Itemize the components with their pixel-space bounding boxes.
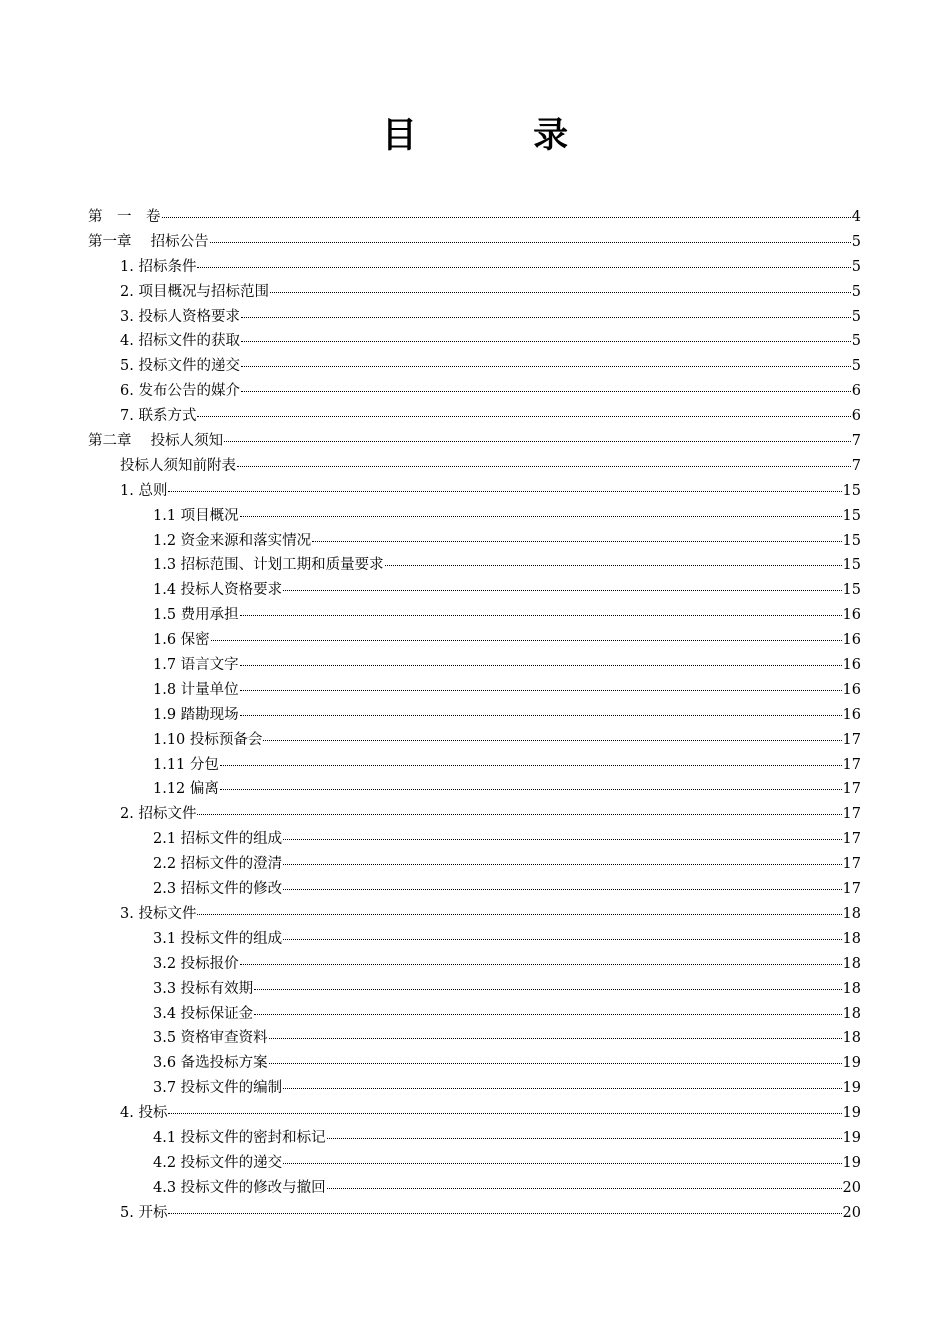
toc-entry[interactable] bbox=[0, 802, 950, 827]
toc-entry-label: 3.1 投标文件的组成 bbox=[153, 930, 283, 947]
toc-entry-page: 17 bbox=[842, 831, 861, 848]
dot-leader bbox=[283, 863, 841, 865]
dot-leader bbox=[240, 664, 842, 666]
toc-entry[interactable] bbox=[0, 454, 950, 479]
dot-leader bbox=[283, 1087, 841, 1089]
toc-entry-page: 17 bbox=[842, 881, 861, 898]
toc-entry-label: 1. 总则 bbox=[120, 482, 168, 499]
toc-entry-page: 7 bbox=[851, 433, 861, 450]
toc-entry-label: 3.3 投标有效期 bbox=[153, 980, 254, 997]
toc-entry[interactable] bbox=[0, 1151, 950, 1176]
dot-leader bbox=[220, 788, 842, 790]
dot-leader bbox=[168, 1112, 841, 1114]
dot-leader bbox=[241, 340, 851, 342]
dot-leader bbox=[283, 838, 841, 840]
toc-entry-page: 19 bbox=[842, 1080, 861, 1097]
toc-entry-page: 17 bbox=[842, 756, 861, 773]
toc-entry-page: 20 bbox=[842, 1179, 861, 1196]
table-of-contents bbox=[0, 205, 950, 1226]
toc-entry[interactable] bbox=[0, 329, 950, 354]
dot-leader bbox=[263, 739, 841, 741]
toc-entry[interactable] bbox=[0, 280, 950, 305]
toc-entry[interactable] bbox=[0, 354, 950, 379]
toc-entry-page: 17 bbox=[842, 806, 861, 823]
toc-entry[interactable] bbox=[0, 479, 950, 504]
toc-entry-page: 15 bbox=[842, 532, 861, 549]
toc-entry-label: 1.10 投标预备会 bbox=[153, 731, 263, 748]
toc-entry[interactable] bbox=[0, 379, 950, 404]
toc-entry-page: 5 bbox=[851, 308, 861, 325]
toc-entry-page: 19 bbox=[842, 1154, 861, 1171]
toc-entry-label: 5. 开标 bbox=[120, 1204, 168, 1221]
dot-leader bbox=[211, 639, 842, 641]
toc-entry[interactable] bbox=[0, 1126, 950, 1151]
dot-leader bbox=[283, 589, 841, 591]
toc-entry-label: 2.3 招标文件的修改 bbox=[153, 881, 283, 898]
toc-entry-label: 4. 投标 bbox=[120, 1105, 168, 1122]
toc-entry-label: 第一章 招标公告 bbox=[88, 233, 209, 250]
toc-entry[interactable] bbox=[0, 230, 950, 255]
toc-entry-label: 1.8 计量单位 bbox=[153, 681, 239, 698]
dot-leader bbox=[269, 1037, 842, 1039]
dot-leader bbox=[197, 813, 841, 815]
dot-leader bbox=[270, 291, 851, 293]
toc-entry-label: 3.7 投标文件的编制 bbox=[153, 1080, 283, 1097]
toc-entry-label: 3.5 资格审查资料 bbox=[153, 1030, 268, 1047]
toc-entry-label: 1.2 资金来源和落实情况 bbox=[153, 532, 312, 549]
toc-entry-page: 15 bbox=[842, 482, 861, 499]
toc-entry-page: 19 bbox=[842, 1055, 861, 1072]
toc-entry[interactable] bbox=[0, 927, 950, 952]
dot-leader bbox=[385, 564, 842, 566]
dot-leader bbox=[241, 365, 851, 367]
toc-entry[interactable] bbox=[0, 529, 950, 554]
toc-entry-page: 16 bbox=[842, 681, 861, 698]
dot-leader bbox=[237, 465, 851, 467]
dot-leader bbox=[197, 913, 841, 915]
toc-entry[interactable] bbox=[0, 977, 950, 1002]
toc-entry-label: 3. 投标文件 bbox=[120, 905, 197, 922]
toc-entry[interactable] bbox=[0, 678, 950, 703]
toc-entry-page: 18 bbox=[842, 980, 861, 997]
toc-entry-page: 6 bbox=[851, 408, 861, 425]
toc-entry-label: 1.11 分包 bbox=[153, 756, 219, 773]
toc-entry-page: 20 bbox=[842, 1204, 861, 1221]
toc-entry-label: 3. 投标人资格要求 bbox=[120, 308, 240, 325]
toc-entry-page: 18 bbox=[842, 905, 861, 922]
dot-leader bbox=[283, 888, 841, 890]
toc-entry-label: 1.6 保密 bbox=[153, 632, 210, 649]
dot-leader bbox=[327, 1137, 842, 1139]
toc-entry-label: 1.1 项目概况 bbox=[153, 507, 239, 524]
toc-entry-label: 1.3 招标范围、计划工期和质量要求 bbox=[153, 557, 384, 574]
toc-entry-page: 16 bbox=[842, 607, 861, 624]
toc-entry[interactable] bbox=[0, 902, 950, 927]
toc-entry-page: 5 bbox=[851, 233, 861, 250]
toc-entry[interactable] bbox=[0, 877, 950, 902]
toc-entry-page: 18 bbox=[842, 955, 861, 972]
dot-leader bbox=[240, 689, 842, 691]
toc-entry[interactable] bbox=[0, 404, 950, 429]
toc-entry[interactable] bbox=[0, 1176, 950, 1201]
dot-leader bbox=[240, 614, 842, 616]
toc-entry-label: 3.2 投标报价 bbox=[153, 955, 239, 972]
dot-leader bbox=[312, 540, 841, 542]
toc-entry-page: 18 bbox=[842, 930, 861, 947]
toc-entry[interactable] bbox=[0, 628, 950, 653]
dot-leader bbox=[240, 515, 842, 517]
dot-leader bbox=[220, 764, 842, 766]
toc-entry[interactable] bbox=[0, 205, 950, 230]
toc-entry-page: 15 bbox=[842, 582, 861, 599]
toc-entry-label: 4.1 投标文件的密封和标记 bbox=[153, 1129, 326, 1146]
dot-leader bbox=[210, 241, 851, 243]
dot-leader bbox=[197, 266, 850, 268]
toc-entry-page: 17 bbox=[842, 856, 861, 873]
toc-entry-page: 18 bbox=[842, 1030, 861, 1047]
toc-entry-label: 6. 发布公告的媒介 bbox=[120, 383, 240, 400]
dot-leader bbox=[224, 440, 851, 442]
toc-entry-label: 4.3 投标文件的修改与撤回 bbox=[153, 1179, 326, 1196]
dot-leader bbox=[254, 1013, 841, 1015]
toc-entry-label: 3.6 备选投标方案 bbox=[153, 1055, 268, 1072]
toc-entry[interactable] bbox=[0, 429, 950, 454]
toc-entry[interactable] bbox=[0, 1002, 950, 1027]
dot-leader bbox=[240, 963, 842, 965]
toc-entry-page: 16 bbox=[842, 657, 861, 674]
toc-entry[interactable] bbox=[0, 1201, 950, 1226]
dot-leader bbox=[162, 216, 851, 218]
toc-entry[interactable] bbox=[0, 504, 950, 529]
dot-leader bbox=[283, 938, 841, 940]
toc-entry-label: 1.9 踏勘现场 bbox=[153, 706, 239, 723]
toc-entry-label: 1. 招标条件 bbox=[120, 258, 197, 275]
toc-entry-page: 15 bbox=[842, 557, 861, 574]
toc-entry-page: 19 bbox=[842, 1129, 861, 1146]
toc-entry-page: 4 bbox=[851, 209, 861, 225]
toc-entry[interactable] bbox=[0, 305, 950, 330]
toc-entry[interactable] bbox=[0, 255, 950, 280]
dot-leader bbox=[283, 1162, 841, 1164]
toc-entry[interactable] bbox=[0, 753, 950, 778]
toc-entry-page: 19 bbox=[842, 1105, 861, 1122]
toc-entry-label: 1.5 费用承担 bbox=[153, 607, 239, 624]
toc-entry[interactable] bbox=[0, 1101, 950, 1126]
toc-entry[interactable] bbox=[0, 1076, 950, 1101]
toc-entry-label: 2.2 招标文件的澄清 bbox=[153, 856, 283, 873]
toc-entry[interactable] bbox=[0, 1026, 950, 1051]
toc-entry-label: 7. 联系方式 bbox=[120, 408, 197, 425]
toc-entry[interactable] bbox=[0, 852, 950, 877]
toc-entry-label: 1.4 投标人资格要求 bbox=[153, 582, 283, 599]
toc-entry-label: 2. 招标文件 bbox=[120, 806, 197, 823]
toc-entry-label: 4.2 投标文件的递交 bbox=[153, 1154, 283, 1171]
page-title: 目 录 bbox=[381, 115, 621, 156]
toc-entry[interactable] bbox=[0, 653, 950, 678]
dot-leader bbox=[254, 988, 841, 990]
toc-entry-page: 5 bbox=[851, 258, 861, 275]
toc-entry[interactable] bbox=[0, 952, 950, 977]
toc-entry-label: 第 一 卷 bbox=[88, 209, 161, 225]
toc-entry[interactable] bbox=[0, 578, 950, 603]
toc-entry-label: 1.12 偏离 bbox=[153, 781, 219, 798]
toc-entry[interactable] bbox=[0, 1051, 950, 1076]
dot-leader bbox=[197, 415, 850, 417]
toc-entry-page: 6 bbox=[851, 383, 861, 400]
dot-leader bbox=[269, 1062, 842, 1064]
dot-leader bbox=[327, 1187, 842, 1189]
toc-entry-label: 1.7 语言文字 bbox=[153, 657, 239, 674]
dot-leader bbox=[168, 1212, 841, 1214]
toc-entry-label: 投标人须知前附表 bbox=[120, 457, 236, 474]
toc-entry-page: 5 bbox=[851, 333, 861, 350]
toc-entry-label: 3.4 投标保证金 bbox=[153, 1005, 254, 1022]
toc-entry[interactable] bbox=[0, 553, 950, 578]
toc-entry-page: 7 bbox=[851, 457, 861, 474]
toc-entry-page: 16 bbox=[842, 632, 861, 649]
toc-entry-label: 2.1 招标文件的组成 bbox=[153, 831, 283, 848]
toc-entry-page: 5 bbox=[851, 358, 861, 375]
toc-entry[interactable] bbox=[0, 603, 950, 628]
toc-entry[interactable] bbox=[0, 703, 950, 728]
toc-entry-page: 5 bbox=[851, 283, 861, 300]
toc-entry-label: 2. 项目概况与招标范围 bbox=[120, 283, 269, 300]
dot-leader bbox=[168, 490, 841, 492]
toc-entry-page: 15 bbox=[842, 507, 861, 524]
toc-entry-label: 4. 招标文件的获取 bbox=[120, 333, 240, 350]
dot-leader bbox=[241, 316, 851, 318]
dot-leader bbox=[241, 390, 851, 392]
toc-entry[interactable] bbox=[0, 827, 950, 852]
toc-entry[interactable] bbox=[0, 728, 950, 753]
toc-entry-page: 16 bbox=[842, 706, 861, 723]
toc-entry-page: 18 bbox=[842, 1005, 861, 1022]
dot-leader bbox=[240, 714, 842, 716]
toc-entry-label: 第二章 投标人须知 bbox=[88, 433, 224, 450]
toc-entry[interactable] bbox=[0, 777, 950, 802]
toc-entry-page: 17 bbox=[842, 731, 861, 748]
toc-entry-label: 5. 投标文件的递交 bbox=[120, 358, 240, 375]
toc-entry-page: 17 bbox=[842, 781, 861, 798]
